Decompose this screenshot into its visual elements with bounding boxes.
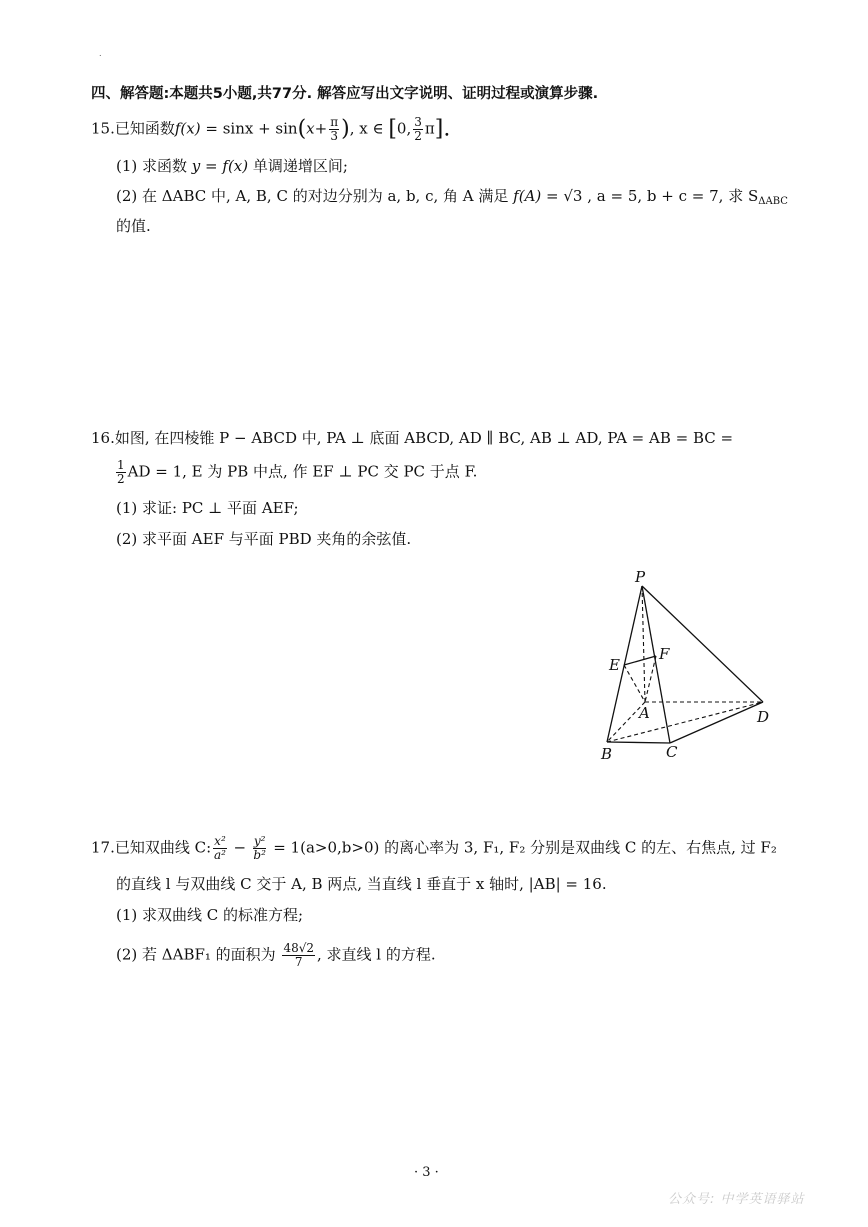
q15-pi2: π bbox=[424, 119, 435, 138]
q15-pi-over-3: $\frac{\pi}{3}$ bbox=[330, 115, 339, 143]
label-B: B bbox=[601, 745, 613, 763]
q17-stem: 17.已知双曲线 C: $\frac{\text{x²}}{\text{a²}}$ − $\frac{\text{y²}}{\text{b²}}$ = 1(a>0,b>0) 的离心率为 3, F₁, F₂ 分别是双曲线 C 的左、右焦点, 过 F₂ bbox=[91, 834, 777, 862]
q15-domain: , x ∈ bbox=[349, 119, 389, 138]
q17-stem-cont: 的直线 l 与双曲线 C 交于 A, B 两点, 当直线 l 垂直于 x 轴时, |AB| = 16. bbox=[116, 875, 607, 893]
q15-paren-open: ( bbox=[297, 116, 307, 142]
q15-zero: 0, bbox=[396, 119, 412, 138]
q16-half: $\frac{1}{2}$ bbox=[117, 458, 125, 486]
q15-part2: (2) 在 ΔABC 中, A, B, C 的对边分别为 a, b, c, 角 A 满足 f(A) = √3 , a = 5, b + c = 7, 求 $S_{\Delta ABC}$ bbox=[116, 187, 788, 207]
q17-x2-over-a2: $\frac{\text{x²}}{\text{a²}}$ bbox=[213, 834, 226, 862]
q16-part1: (1) 求证: PC ⊥ 平面 AEF; bbox=[116, 499, 299, 517]
q17-y2-over-b2: $\frac{\text{y²}}{\text{b²}}$ bbox=[253, 834, 266, 862]
q15-eq: = sinx + sin bbox=[200, 119, 298, 138]
q15-bracket-open: [ bbox=[388, 116, 397, 142]
q17-part2: (2) 若 ΔABF₁ 的面积为 $\frac{48√2}{7}$ , 求直线 l 的方程. bbox=[116, 941, 436, 969]
q16-stem-cont: $\frac{1}{2}$ AD = 1, E 为 PB 中点, 作 EF ⊥ PC 交 PC 于点 F. bbox=[117, 458, 478, 486]
q15-number: 15. bbox=[91, 119, 115, 138]
q17-area-fraction: $\frac{48√2}{7}$ bbox=[283, 941, 314, 969]
q15-stem-text: 已知函数 bbox=[114, 119, 175, 138]
q16-stem: 16.如图, 在四棱锥 P − ABCD 中, PA ⊥ 底面 ABCD, AD ∥ BC, AB ⊥ AD, PA = AB = BC = bbox=[91, 429, 734, 447]
label-E: E bbox=[609, 656, 620, 674]
watermark: 公众号: 中学英语驿站 bbox=[668, 1192, 805, 1207]
q15-paren-close: ) bbox=[341, 116, 350, 142]
q15-part2-cont: 的值. bbox=[116, 217, 151, 235]
label-F: F bbox=[659, 645, 670, 663]
label-D: D bbox=[757, 708, 770, 726]
label-P: P bbox=[635, 568, 646, 586]
section-heading: 四、解答题:本题共5小题,共77分. 解答应写出文字说明、证明过程或演算步骤. bbox=[91, 86, 599, 102]
q15-stem bbox=[91, 116, 450, 143]
q15-bracket-close: ]. bbox=[434, 116, 451, 142]
q15-x-plus: x+ bbox=[306, 119, 328, 138]
q17-part1: (1) 求双曲线 C 的标准方程; bbox=[116, 906, 304, 924]
q16-part2: (2) 求平面 AEF 与平面 PBD 夹角的余弦值. bbox=[116, 530, 412, 548]
q15-part1: (1) 求函数 y = f(x) 单调递增区间; bbox=[116, 157, 348, 175]
page-number: · 3 · bbox=[414, 1165, 439, 1180]
pyramid-hidden-edges bbox=[607, 586, 763, 742]
q15-fx: f(x) bbox=[174, 119, 201, 138]
pyramid-figure bbox=[595, 566, 785, 766]
scan-dot: . bbox=[99, 49, 102, 58]
label-C: C bbox=[666, 743, 678, 761]
pyramid-solid-edges bbox=[607, 586, 763, 743]
q15-three-halves: $\frac{3}{2}$ bbox=[414, 115, 422, 143]
label-A: A bbox=[639, 704, 650, 722]
